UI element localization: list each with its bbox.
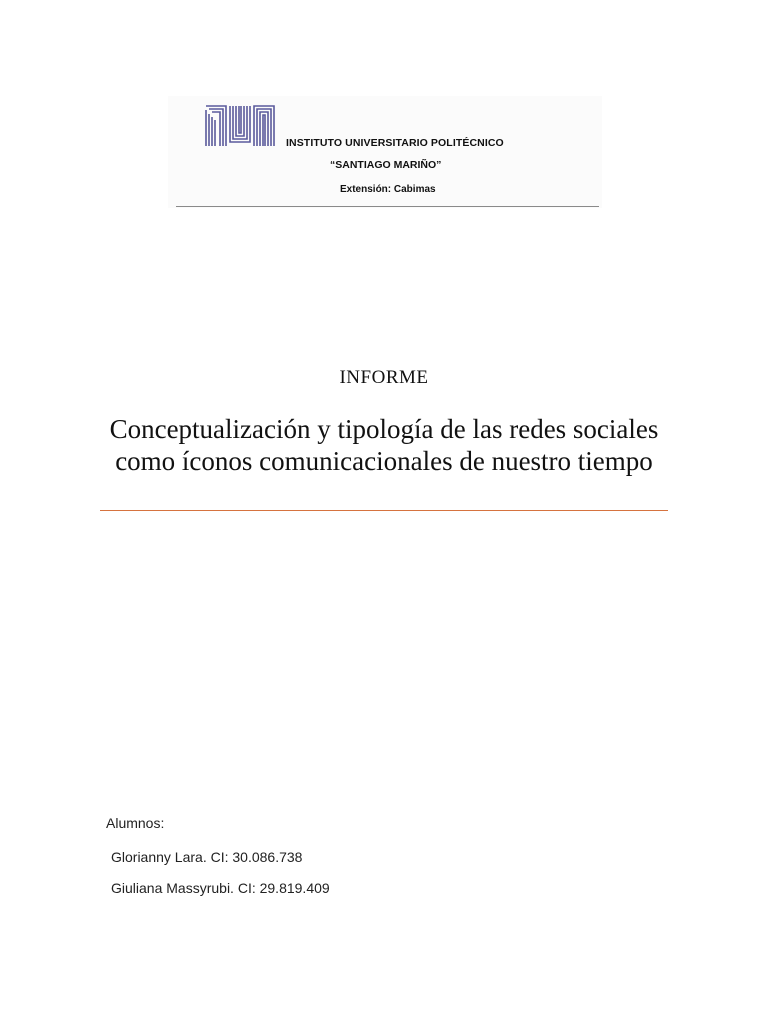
student-item: Giuliana Massyrubi. CI: 29.819.409 — [111, 880, 330, 896]
institution-extension: Extensión: Cabimas — [340, 184, 436, 195]
students-label: Alumnos: — [106, 815, 165, 831]
title-divider — [100, 510, 668, 511]
header-divider — [176, 206, 599, 207]
student-item: Glorianny Lara. CI: 30.086.738 — [111, 849, 303, 865]
institution-subname: “SANTIAGO MARIÑO” — [330, 159, 442, 171]
document-title: Conceptualización y tipología de las redes sociales como íconos comunicacionales de nuestro tiempo — [109, 414, 659, 476]
institution-logo-icon — [204, 104, 276, 148]
document-type-label: INFORME — [339, 367, 429, 388]
institution-name: INSTITUTO UNIVERSITARIO POLITÉCNICO — [286, 137, 504, 149]
